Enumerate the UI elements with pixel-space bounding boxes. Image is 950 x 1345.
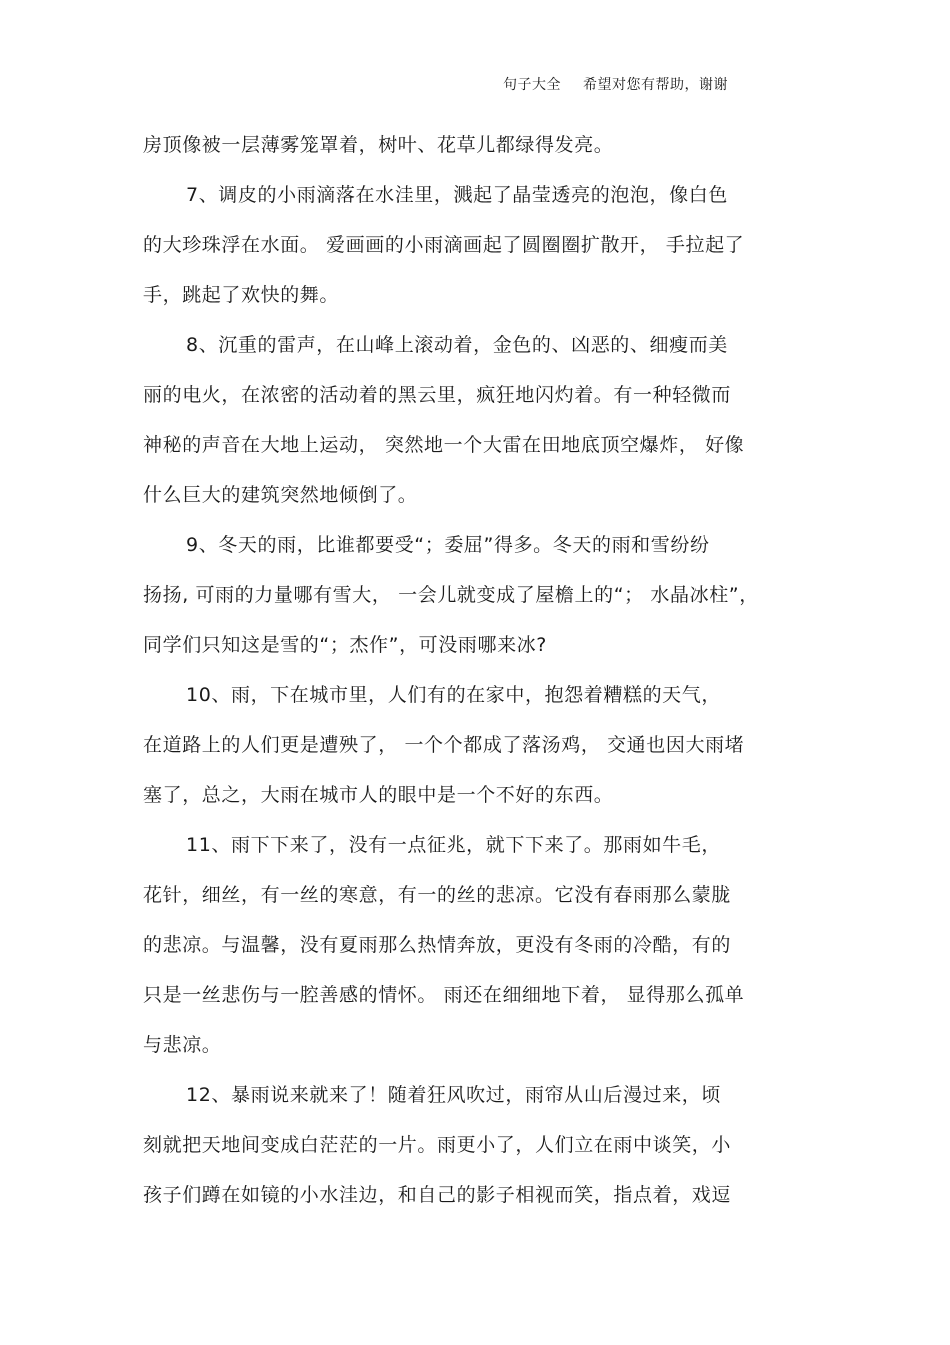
text-line: 孩子们蹲在如镜的小水洼边，和自己的影子相视而笑，指点着，戏逗 bbox=[143, 1184, 732, 1206]
text-line: 只是一丝悲伤与一腔善感的情怀。 雨还在细细地下着， 显得那么孤单 bbox=[143, 984, 745, 1006]
text-line: 刻就把天地间变成白茫茫的一片。雨更小了，人们立在雨中谈笑，小 bbox=[143, 1134, 732, 1156]
text-line: 什么巨大的建筑突然地倾倒了。 bbox=[143, 484, 418, 506]
paragraph-start-12: 12、暴雨说来就来了！随着狂风吹过，雨帘从山后漫过来，顷 bbox=[186, 1084, 721, 1106]
paragraph-start-11: 11、雨下下来了，没有一点征兆，就下下来了。那雨如牛毛， bbox=[186, 834, 721, 856]
text-line: 手，跳起了欢快的舞。 bbox=[143, 284, 340, 306]
paragraph-start-8: 8、沉重的雷声，在山峰上滚动着，金色的、凶恶的、细瘦而美 bbox=[186, 334, 728, 356]
text-line: 的大珍珠浮在水面。 爱画画的小雨滴画起了圆圈圈扩散开， 手拉起了 bbox=[143, 234, 745, 256]
text-line: 的悲凉。与温馨，没有夏雨那么热情奔放，更没有冬雨的冷酷，有的 bbox=[143, 934, 732, 956]
header-site-name: 句子大全 bbox=[503, 77, 561, 93]
text-line: 扬扬, 可雨的力量哪有雪大， 一会儿就变成了屋檐上的“； 水晶冰柱”， bbox=[143, 584, 759, 606]
paragraph-start-7: 7、调皮的小雨滴落在水洼里，溅起了晶莹透亮的泡泡，像白色 bbox=[186, 184, 728, 206]
paragraph-start-10: 10、雨，下在城市里，人们有的在家中，抱怨着糟糕的天气， bbox=[186, 684, 721, 706]
text-line: 在道路上的人们更是遭殃了， 一个个都成了落汤鸡， 交通也因大雨堵 bbox=[143, 734, 745, 756]
text-line: 同学们只知这是雪的“；杰作”，可没雨哪来冰? bbox=[143, 634, 547, 656]
header-tagline: 希望对您有帮助，谢谢 bbox=[583, 77, 728, 93]
text-line: 花针，细丝，有一丝的寒意，有一的丝的悲凉。它没有春雨那么蒙胧 bbox=[143, 884, 732, 906]
text-line: 神秘的声音在大地上运动， 突然地一个大雷在田地底顶空爆炸， 好像 bbox=[143, 434, 745, 456]
page-header bbox=[503, 74, 728, 94]
paragraph-start-9: 9、冬天的雨，比谁都要受“；委屈”得多。冬天的雨和雪纷纷 bbox=[186, 534, 710, 556]
text-line: 与悲凉。 bbox=[143, 1034, 222, 1056]
text-line: 房顶像被一层薄雾笼罩着，树叶、花草儿都绿得发亮。 bbox=[143, 134, 614, 156]
text-line: 丽的电火，在浓密的活动着的黑云里，疯狂地闪灼着。有一种轻微而 bbox=[143, 384, 732, 406]
text-line: 塞了，总之，大雨在城市人的眼中是一个不好的东西。 bbox=[143, 784, 614, 806]
